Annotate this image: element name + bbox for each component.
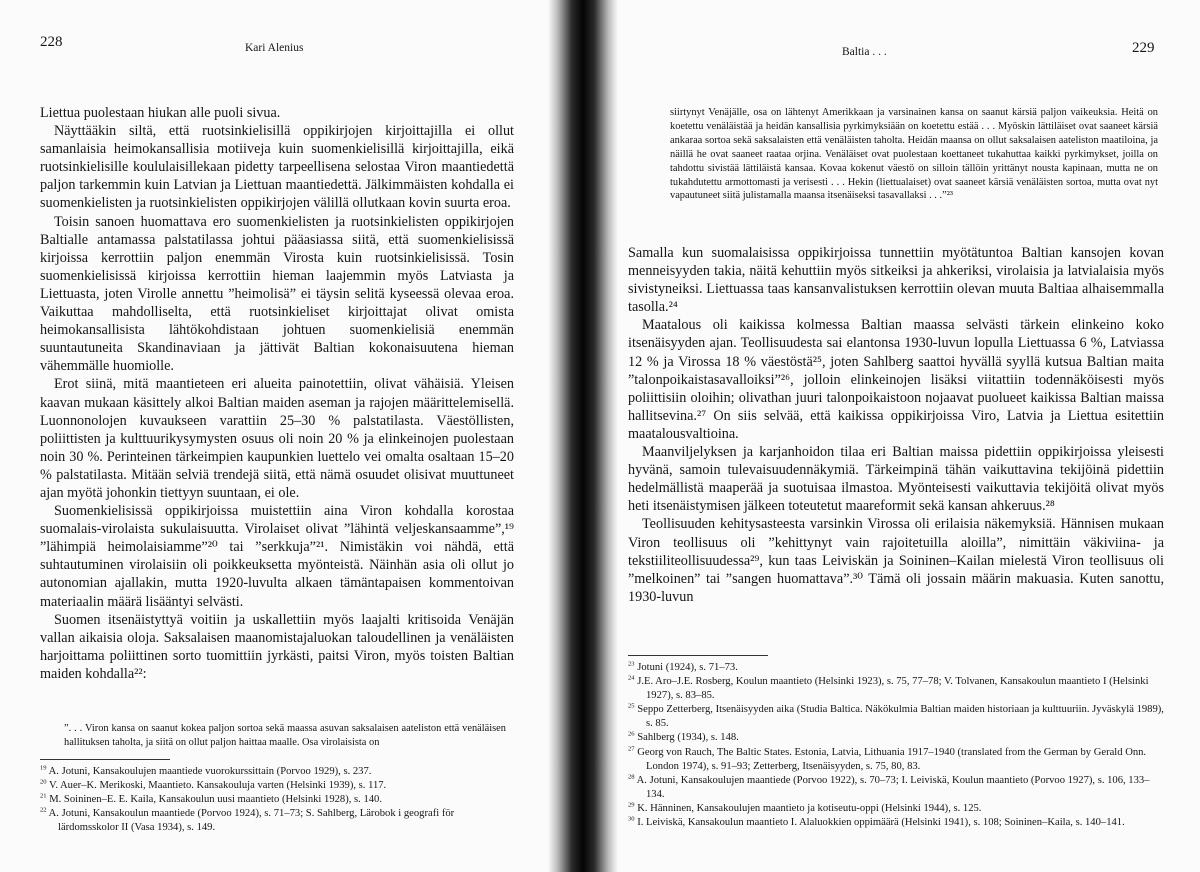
footnote-number: 29 bbox=[628, 801, 635, 809]
quote-text: siirtynyt Venäjälle, osa on lähtenyt Amerikkaan ja varsinainen kansa on saanut kärsiä paljon vaikeuksia. Heitä on koetettu venäläistää ja heidän kansallisia pyrkimyksiään on koetettu estää . . . Myöskin lättiläiset ovat saaneet kärsiä ankaraa sortoa sekä saksalaisten että venäläisten taholta. Heidän maansa on ollut saksalaisen aateliston maatiloina, ja näillä he ovat saaneet raataa orjina. Venäläiset ovat puolestaan koettaneet tukahuttaa kaikki pyrkimykset, joilla on tahdottu sivistää lättiläistä kansaa. Kovaa kokenut väestö on silloin tällöin yrittänyt nousta kapinaan, mutta ne on tukahdutettu armottomasti ja verisesti . . . Hekin (liettualaiset) ovat saaneet kärsiä venäläisten sortoa, mutta ovat nyt vapautuneet siitä julistamalla maansa itsenäiseksi tasavallaksi . . .”²³ bbox=[670, 107, 1158, 202]
footnote-text: I. Leiviskä, Kansakoulun maantieto I. Alaluokkien oppimäärä (Helsinki 1941), s. 108; Soininen–Kaila, s. 140–141. bbox=[637, 817, 1125, 829]
footnote bbox=[40, 793, 506, 807]
footnote bbox=[628, 746, 1164, 774]
footnote-text: Jotuni (1924), s. 71–73. bbox=[637, 662, 738, 673]
footnote-text: M. Soininen–E. E. Kaila, Kansakoulun uusi maantieto (Helsinki 1928), s. 140. bbox=[49, 794, 382, 806]
footnote-number: 27 bbox=[628, 745, 635, 753]
footnote-number: 26 bbox=[628, 730, 635, 738]
paragraph: Erot siinä, mitä maantieteen eri alueita painotettiin, olivat vähäisiä. Yleisen kaavan mukaan käsittely alkoi Baltian maiden aseman ja rajojen määrittelemisellä. Luonnonolojen kuvaukseen varattiin 25–30 % palstatilasta. Väestöllisten, poliittisten ja kulttuurikysymysten osuus oli noin 20 % ja elinkeinojen puolestaan noin 30 %. Perinteinen tärkeimpien kaupunkien luettelo vei omalta osaltaan 15–20 % palstatilasta. Mitään selviä trendejä siitä, että nämä osuudet olisivat muuttuneet ajan myötä johonkin tiettyyn suuntaan, ei ole. bbox=[40, 376, 514, 501]
paragraph: Liettua puolestaan hiukan alle puoli sivua. bbox=[40, 105, 281, 121]
quote-text: ”. . . Viron kansa on saanut kokea paljon sortoa sekä maassa asuvan saksalaisen aateliston että venäläisen hallituksen taholta, ja siitä on ollut paljon haittaa maalle. Osa virolaisista on bbox=[64, 723, 506, 748]
footnote bbox=[628, 816, 1164, 830]
footnote-number: 24 bbox=[628, 674, 635, 682]
footnote-number: 20 bbox=[40, 778, 47, 786]
footnote-number: 25 bbox=[628, 702, 635, 710]
footnote bbox=[628, 774, 1164, 802]
footnote-text: Sahlberg (1934), s. 148. bbox=[637, 732, 739, 744]
footnote-rule-left bbox=[40, 759, 170, 760]
running-head-right: Baltia . . . bbox=[842, 46, 887, 58]
block-quote-right bbox=[670, 106, 1158, 203]
block-quote-left bbox=[64, 722, 506, 750]
right-page bbox=[606, 0, 1200, 872]
footnote bbox=[628, 703, 1164, 731]
footnote-text: Seppo Zetterberg, Itsenäisyyden aika (Studia Baltica. Näkökulmia Baltian maiden historiaan ja kulttuuriin. Jyväskylä 1989), s. 85. bbox=[637, 704, 1164, 730]
paragraph: Toisin sanoen huomattava ero suomenkielisten ja ruotsinkielisten oppikirjojen Baltialle antamassa palstatilassa johtui pääasiassa siitä, että suomenkielisissä kirjoissa kerrottiin paljon enemmän Virosta kuin ruotsinkielisissä. Tosin suomenkielisissä kirjoissa kerrottiin hieman laajemmin myös Latviasta ja Liettuasta, joten Virolle annettu ”heimolisä” ei täysin selitä kyseessä olevaa eroa. Vaikuttaa mahdolliselta, että ruotsinkieliset kirjoittajat olivat omista heimokansallisista lähtökohdistaan johtuen suomenkielisiä enemmän suuntautuneita Skandinaviaan ja jättivät Baltian kokonaisuutena hieman vähemmälle huomiolle. bbox=[40, 213, 514, 375]
footnote-number: 23 bbox=[628, 660, 635, 668]
footnote-number: 19 bbox=[40, 764, 47, 772]
paragraph: Suomen itsenäistyttyä voitiin ja uskallettiin myös laajalti kritisoida Venäjän vallan aikaisia oloja. Saksalaisen maanomistajaluokan taloudellinen ja venäläisten harjoittama poliittinen sorto tuomittiin jyrkästi, paitsi Viron, myös toisten Baltian maiden kohdalla²²: bbox=[40, 611, 514, 682]
page-number-left: 228 bbox=[40, 34, 63, 50]
footnote-text: A. Jotuni, Kansakoulujen maantiede vuorokurssittain (Porvoo 1929), s. 237. bbox=[48, 766, 372, 777]
paragraph: Näyttääkin siltä, että ruotsinkielisillä oppikirjojen kirjoittajilla ei ollut samanlaisia heimokansallisia motiiveja kuin suomenkielisillä kirjoittajilla, eikä ruotsinkielisille koululaisillekaan pidetty tarpeellisena selostaa Viron maantiedettä paljon tarkemmin kuin Latvian ja Liettuan maantiedettä. Jälkimmäisten kohdalla ei suomenkielisten ja ruotsinkielisten oppikirjojen välillä ollutkaan kovin suurta eroa. bbox=[40, 123, 514, 212]
footnote-text: K. Hänninen, Kansakoulujen maantieto ja kotiseutu-oppi (Helsinki 1944), s. 125. bbox=[637, 802, 982, 814]
footnotes-right bbox=[628, 661, 1164, 830]
body-text-left bbox=[40, 104, 514, 683]
body-text-right bbox=[628, 244, 1164, 606]
footnote-text: A. Jotuni, Kansakoulujen maantiede (Porvoo 1922), s. 70–73; I. Leiviskä, Koulun maantieto (Porvoo 1927), s. 106, 133–134. bbox=[636, 774, 1150, 800]
left-page bbox=[0, 0, 560, 872]
footnote-rule-right bbox=[628, 655, 768, 656]
footnote bbox=[628, 802, 1164, 816]
footnote-number: 22 bbox=[40, 806, 47, 814]
paragraph: Teollisuuden kehitysasteesta varsinkin Virossa oli erilaisia näkemyksiä. Hännisen mukaan Viron teollisuus oli ”kehittynyt vain rajoitetuilla aloilla”, nimittäin väkiviina- ja tekstiiliteollisuudessa²⁹, kun taas Leiviskän ja Soininen–Kailan mielestä Viron teollisuus oli ”melkoinen” tai ”sangen huomattava”.³⁰ Tämä oli jossain määrin makuasia. Kuten sanottu, 1930-luvun bbox=[628, 516, 1164, 605]
footnote bbox=[628, 731, 1164, 745]
paragraph: Maatalous oli kaikissa kolmessa Baltian maassa selvästi tärkein elinkeino koko itsenäisyyden ajan. Teollisuudesta sai elantonsa 1930-luvun lopulla Liettuassa 6 %, Latviassa 12 % ja Virossa 18 % väestöstä²⁵, joten Sahlberg saattoi hyvällä syyllä kutsua Baltian maita ”talonpoikaistasavalloiksi”²⁶, jolloin elinkeinojen lisäksi viitattiin todennäköisesti myös poliittisiin oloihin; olivathan juuri talonpoikaistoon nojaavat puolueet kaikissa Baltian maissa hallitsevina.²⁷ On siis selvää, että kaikissa oppikirjoissa Viro, Latvia ja Liettua esitettiin maatalousvaltioina. bbox=[628, 317, 1164, 442]
footnote bbox=[628, 675, 1164, 703]
footnote-text: J.E. Aro–J.E. Rosberg, Koulun maantieto (Helsinki 1923), s. 75, 77–78; V. Tolvanen, Kansakoulun maantieto I (Helsinki 1927), s. 83–85. bbox=[637, 676, 1149, 702]
paragraph: Suomenkielisissä oppikirjoissa muistettiin aina Viron kohdalla korostaa suomalais-virolaista sukulaisuutta. Virolaiset olivat ”lähintä veljeskansaamme”,¹⁹ ”lähimpiä heimolaisiamme”²⁰ tai ”serkkuja”²¹. Nimistäkin voi nähdä, että suhtautuminen virolaisiin oli poikkeuksetta myönteistä. Näinhän asia oli ollut jo autonomian ajallakin, mutta 1920-luvulta alkaen tämäntapaisen kommentoivan materiaalin määrä lisääntyi selvästi. bbox=[40, 503, 514, 610]
footnote bbox=[40, 779, 506, 793]
footnote-text: A. Jotuni, Kansakoulun maantiede (Porvoo 1924), s. 71–73; S. Sahlberg, Lärobok i geografi för lärdomsskolor II (Vasa 1934), s. 149. bbox=[48, 808, 455, 834]
book-spine-gutter bbox=[548, 0, 618, 872]
running-head-left: Kari Alenius bbox=[245, 42, 304, 54]
footnote-text: V. Auer–K. Merikoski, Maantieto. Kansakouluja varten (Helsinki 1939), s. 117. bbox=[49, 780, 387, 792]
footnote-number: 28 bbox=[628, 773, 635, 781]
footnote bbox=[40, 807, 506, 835]
footnote bbox=[40, 765, 506, 779]
page-number-right: 229 bbox=[1132, 40, 1155, 56]
footnote bbox=[628, 661, 1164, 675]
footnote-number: 30 bbox=[628, 815, 635, 823]
paragraph: Maanviljelyksen ja karjanhoidon tilaa eri Baltian maissa pidettiin oppikirjoissa yleisesti hyvänä, samoin tulevaisuudennäkymiä. Tärkeimpinä tähän vaikuttavina tekijöinä pidettiin hedelmällistä maaperää ja suotuisaa ilmastoa. Myönteisesti vaikuttavia tekijöitä olivat myös heti itsenäistymisen jälkeen toteutetut maareformit sekä kansan ahkeruus.²⁸ bbox=[628, 444, 1164, 515]
footnote-text: Georg von Rauch, The Baltic States. Estonia, Latvia, Lithuania 1917–1940 (translated from the German by Gerald Onn. London 1974), s. 91–93; Zetterberg, Itsenäisyyden, s. 75, 80, 83. bbox=[637, 746, 1147, 772]
footnotes-left bbox=[40, 765, 506, 835]
footnote-number: 21 bbox=[40, 792, 47, 800]
paragraph: Samalla kun suomalaisissa oppikirjoissa tunnettiin myötätuntoa Baltian kansojen kovan menneisyyden takia, näitä kehuttiin myös sitkeiksi ja ahkeriksi, virolaisia ja latvialaisia myös sivistyneiksi. Liettuassa taas kansanvalistuksen kerrottiin olevan muuta Baltiaa alhaisemmalla tasolla.²⁴ bbox=[628, 245, 1164, 316]
